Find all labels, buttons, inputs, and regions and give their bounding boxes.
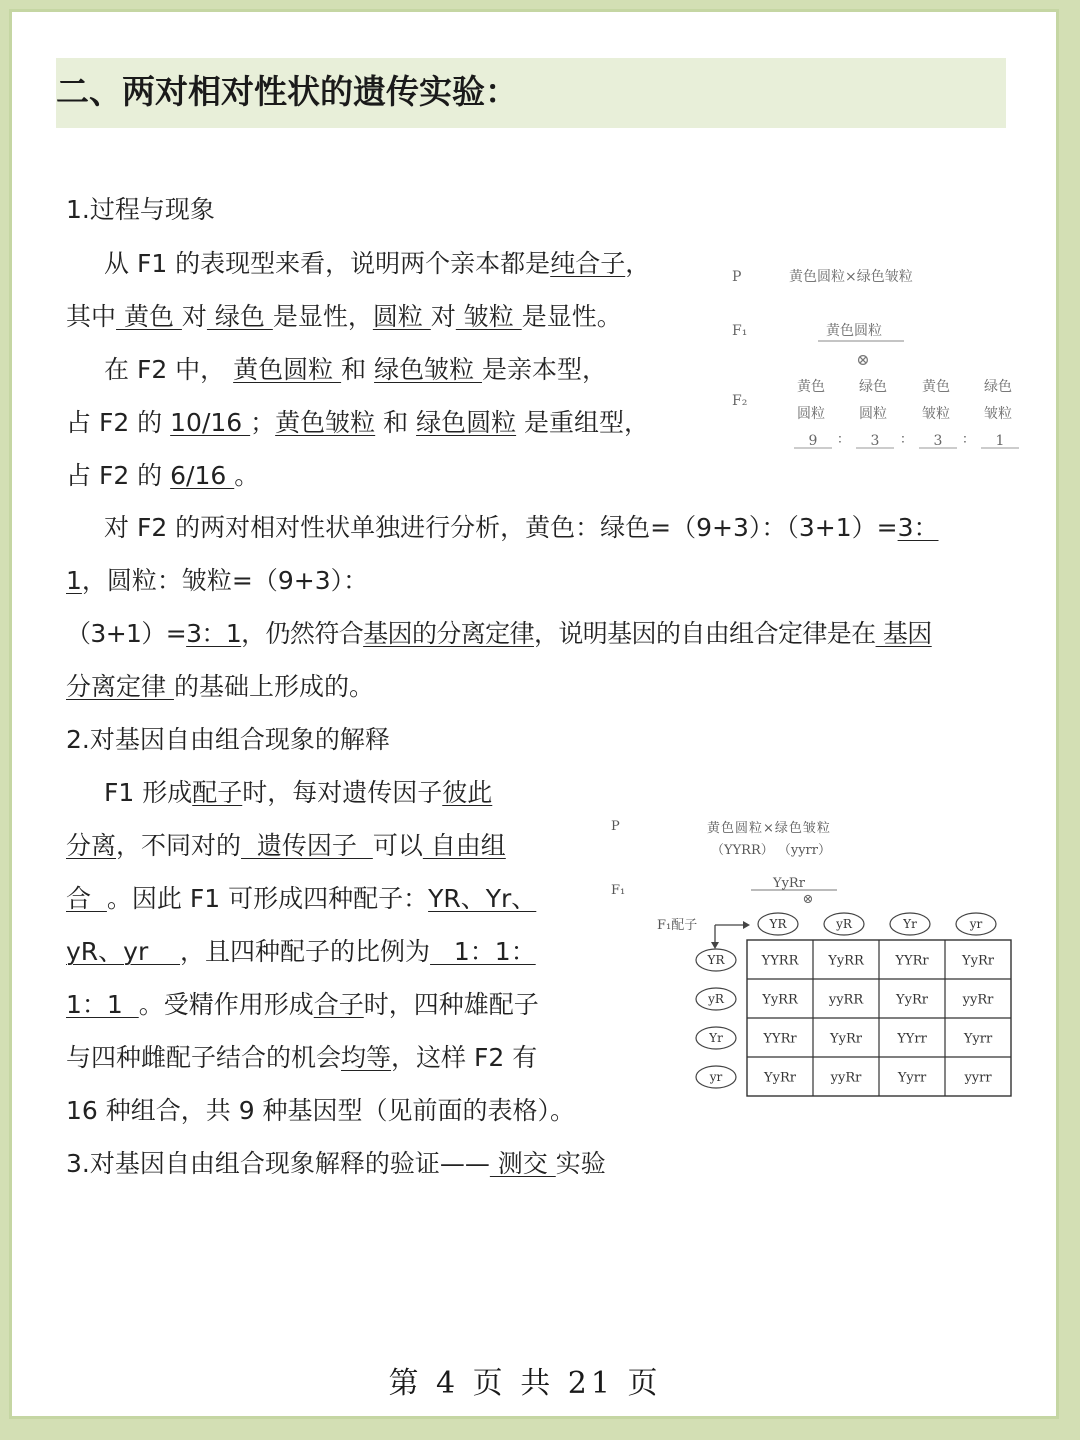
fig1-ratio: 9 — [808, 433, 818, 449]
paragraph-line: 合 。因此 F1 可形成四种配子：YR、Yr、 — [66, 884, 537, 913]
fig1-f2-shape: 皱粒 — [922, 406, 950, 422]
punnett-cell: YYRr — [895, 953, 929, 969]
fig1-f2-shape: 皱粒 — [984, 406, 1012, 422]
punnett-cell: yyRR — [828, 992, 864, 1008]
punnett-cell: YyRr — [896, 992, 928, 1008]
fig1-colon: ∶ — [838, 432, 842, 448]
fig1-f2-label: F₂ — [732, 393, 748, 409]
fig1-p-label: P — [732, 269, 742, 285]
col-gamete-label: yr — [969, 917, 983, 931]
punnett-cell: YYRR — [761, 953, 799, 969]
fig1-colon: ∶ — [901, 432, 905, 448]
fig2-p-cross: 黄色圆粒×绿色皱粒 — [707, 821, 831, 836]
paragraph-line: 占 F2 的 6/16 。 — [66, 461, 260, 490]
fig1-ratio: 3 — [933, 433, 943, 449]
cross-diagram-1 — [722, 255, 1032, 460]
fig1-f1-pheno: 黄色圆粒 — [826, 323, 882, 339]
fig2-p-label: P — [611, 819, 620, 834]
fig1-f2-color: 黄色 — [922, 379, 950, 395]
paragraph-line: 与四种雌配子结合的机会均等，这样 F2 有 — [66, 1043, 538, 1072]
fig1-colon: ∶ — [963, 432, 967, 448]
fig1-f1-label: F₁ — [732, 323, 748, 339]
paragraph-line: 分离，不同对的 遗传因子 可以 自由组 — [66, 831, 506, 860]
row-gamete-label: yr — [709, 1070, 723, 1084]
punnett-cell: YyRR — [828, 953, 864, 969]
fig1-ratio: 3 — [870, 433, 880, 449]
punnett-cell: YYrr — [897, 1031, 927, 1047]
section-title: 二、两对相对性状的遗传实验： — [56, 72, 518, 111]
self-cross-icon: ⊗ — [802, 892, 814, 907]
paragraph-line: yR、yr ，且四种配子的比例为 1：1： — [66, 937, 536, 966]
fig1-ratio: 1 — [995, 433, 1005, 449]
row-gamete-label: Yr — [709, 1031, 723, 1045]
punnett-cell: YyRr — [962, 953, 994, 969]
fig1-f2-color: 绿色 — [984, 379, 1012, 395]
punnett-cell: Yyrr — [897, 1070, 927, 1086]
paragraph-line: 1：1 。受精作用形成合子时，四种雄配子 — [66, 990, 539, 1019]
fig1-f2-shape: 圆粒 — [797, 406, 825, 422]
fig2-f1-genotype: YyRr — [773, 876, 805, 891]
punnett-square-diagram — [605, 810, 1025, 1110]
punnett-cell: YYRr — [763, 1031, 797, 1047]
col-gamete-label: yR — [836, 917, 852, 931]
row-gamete-label: yR — [708, 992, 724, 1006]
punnett-cell: YyRr — [830, 1031, 862, 1047]
punnett-cell: yyRr — [962, 992, 994, 1008]
paragraph-line: 分离定律 的基础上形成的。 — [66, 672, 374, 701]
paragraph-line: F1 形成配子时，每对遗传因子彼此 — [104, 778, 493, 807]
punnett-cell: YyRr — [764, 1070, 796, 1086]
self-cross-icon: ⊗ — [856, 350, 870, 369]
paragraph-line: 在 F2 中， 黄色圆粒 和 绿色皱粒 是亲本型， — [104, 355, 608, 384]
fig2-p-genotypes: （YYRR） （yyrr） — [711, 843, 831, 858]
punnett-cell: yyrr — [964, 1070, 992, 1086]
subsection-title-2: 2.对基因自由组合现象的解释 — [66, 725, 390, 754]
fig1-f2-color: 绿色 — [859, 379, 887, 395]
subsection-title-3: 3.对基因自由组合现象解释的验证—— 测交 实验 — [66, 1149, 606, 1178]
row-gamete-label: YR — [707, 953, 725, 967]
fig1-p-cross: 黄色圆粒×绿色皱粒 — [789, 269, 913, 285]
subsection-title-1: 1.过程与现象 — [66, 195, 215, 224]
paragraph-line: （3+1）=3：1，仍然符合基因的分离定律，说明基因的自由组合定律是在 基因 — [66, 619, 932, 648]
page-footer: 第 4 页 共 21 页 — [388, 1366, 662, 1401]
gamete-label: F₁配子 — [657, 918, 698, 933]
paragraph-line: 16 种组合，共 9 种基因型（见前面的表格）。 — [66, 1096, 576, 1125]
col-gamete-label: YR — [769, 917, 787, 931]
punnett-cell: Yyrr — [963, 1031, 993, 1047]
paragraph-line: 从 F1 的表现型来看，说明两个亲本都是纯合子， — [104, 249, 651, 278]
fig1-f2-color: 黄色 — [797, 379, 825, 395]
punnett-cell: yyRr — [830, 1070, 862, 1086]
fig2-f1-label: F₁ — [611, 883, 626, 898]
col-gamete-label: Yr — [903, 917, 917, 931]
punnett-cell: YyRR — [762, 992, 798, 1008]
paragraph-line: 1，圆粒：皱粒=（9+3）： — [66, 566, 369, 595]
paragraph-line: 对 F2 的两对相对性状单独进行分析，黄色：绿色=（9+3）：（3+1）=3： — [104, 513, 939, 542]
paragraph-line: 其中 黄色 对 绿色 是显性，圆粒 对 皱粒 是显性。 — [66, 302, 622, 331]
fig1-f2-shape: 圆粒 — [859, 406, 887, 422]
paragraph-line: 占 F2 的 10/16 ；黄色皱粒 和 绿色圆粒 是重组型， — [66, 408, 650, 437]
